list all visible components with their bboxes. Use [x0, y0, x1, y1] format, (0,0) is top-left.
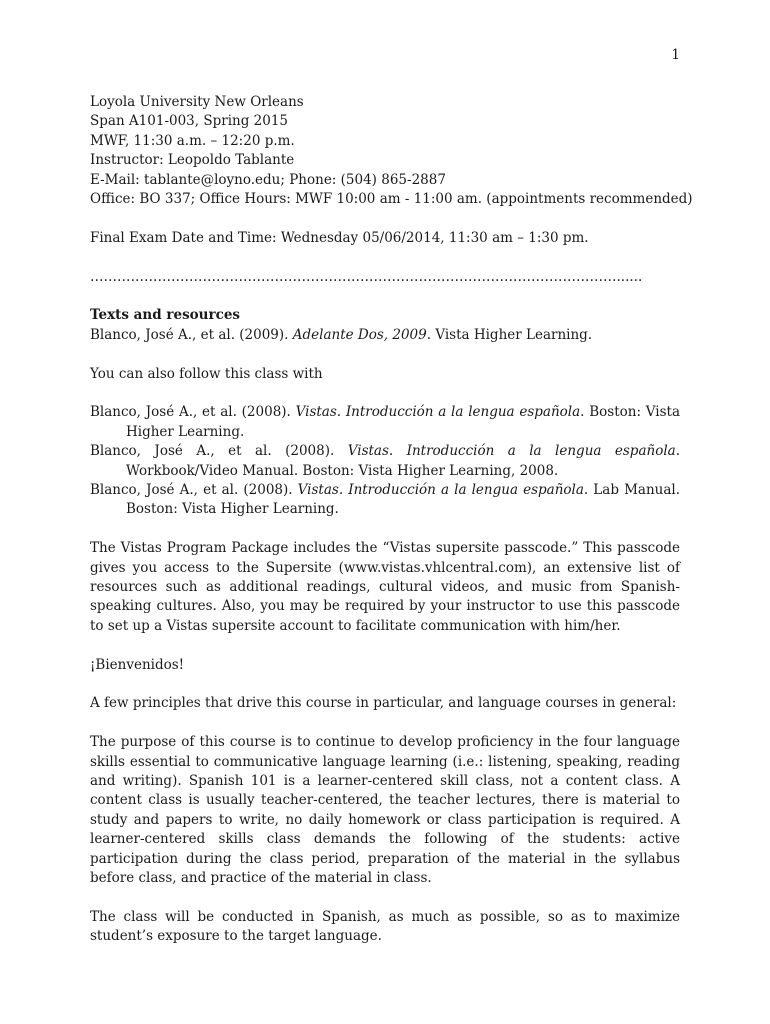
spacer: [90, 287, 680, 306]
course-purpose-paragraph: The purpose of this course is to continue to develop proficiency in the four language skills essential to communicative language learning (i.e.: listening, speaking, reading and writing). Spanish 101 is a learner-centered skill class, not a content class. A content class is usually teacher-centered, the teacher lectures, there is material to study and papers to write, no daily homework or class participation is required. A learner-centered skills class demands the following of the students: active participation during the class period, preparation of the material in the syllabus before class, and practice of the material in class.: [90, 734, 680, 887]
reference-author: Blanco, José A., et al. (2008).: [90, 404, 296, 421]
page-number: 1: [671, 47, 680, 63]
section-heading-texts: Texts and resources: [90, 307, 241, 324]
welcome-line: ¡Bienvenidos!: [90, 656, 185, 673]
reference-publisher: . Boston: Vista Higher Learning.: [126, 404, 680, 440]
reference-title: Vistas. Introducción a la lengua española: [295, 404, 581, 421]
spacer: [90, 675, 680, 694]
instructor-name: Instructor: Leopoldo Tablante: [90, 152, 295, 169]
reference-publisher: . Workbook/Video Manual. Boston: Vista Higher Learning, 2008.: [126, 443, 680, 479]
reference-title: Vistas. Introducción a la lengua española: [297, 482, 584, 499]
main-textbook-title: Adelante Dos, 2009: [292, 326, 427, 343]
final-exam-info: Final Exam Date and Time: Wednesday 05/06/2014, 11:30 am – 1:30 pm.: [90, 229, 589, 246]
university-name: Loyola University New Orleans: [90, 94, 304, 110]
instructor-contact: E-Mail: tablante@loyno.edu; Phone: (504) 865-2887: [90, 171, 446, 188]
spacer: [90, 248, 680, 267]
reference-publisher: . Lab Manual. Boston: Vista Higher Learning.: [126, 482, 680, 518]
dotted-separator: ………………………………………………………………………………………………………......: [90, 268, 643, 285]
spacer: [90, 384, 680, 403]
course-schedule: MWF, 11:30 a.m. – 12:20 p.m.: [90, 132, 295, 149]
spacer: [90, 889, 680, 908]
spacer: [90, 636, 680, 655]
course-header: [90, 93, 693, 209]
vistas-package-paragraph: The Vistas Program Package includes the “Vistas supersite passcode.” This passcode gives you access to the Supersite (www.vistas.vhlcentral.com), an extensive list of resources such as additional readings, cultural videos, and music from Spanish-speaking cultures. Also, you may be required by your instructor to use this passcode to set up a Vistas supersite account to facilitate communication with him/her.: [90, 540, 680, 634]
document-body: [90, 93, 693, 947]
main-textbook-author: Blanco, José A., et al. (2009).: [90, 326, 293, 343]
reference-author: Blanco, José A., et al. (2008).: [90, 482, 298, 499]
main-textbook-publisher: . Vista Higher Learning.: [426, 326, 593, 343]
spacer: [90, 345, 680, 364]
spacer: [90, 714, 680, 733]
reference-entry: [90, 403, 680, 442]
course-code: Span A101-003, Spring 2015: [90, 113, 288, 130]
principles-intro: A few principles that drive this course in particular, and language courses in general:: [90, 695, 677, 712]
follow-class-line: You can also follow this class with: [90, 365, 323, 382]
reference-author: Blanco, José A., et al. (2008).: [90, 443, 348, 460]
spacer: [90, 209, 680, 228]
spacer: [90, 520, 680, 539]
office-hours: Office: BO 337; Office Hours: MWF 10:00 am - 11:00 am. (appointments recommended): [90, 191, 693, 208]
main-textbook: [90, 326, 680, 345]
spanish-immersion-paragraph: The class will be conducted in Spanish, as much as possible, so as to maximize student’s exposure to the target language.: [90, 908, 680, 945]
reference-entry: [90, 442, 680, 481]
reference-title: Vistas. Introducción a la lengua española: [347, 443, 676, 460]
reference-entry: [90, 481, 680, 520]
